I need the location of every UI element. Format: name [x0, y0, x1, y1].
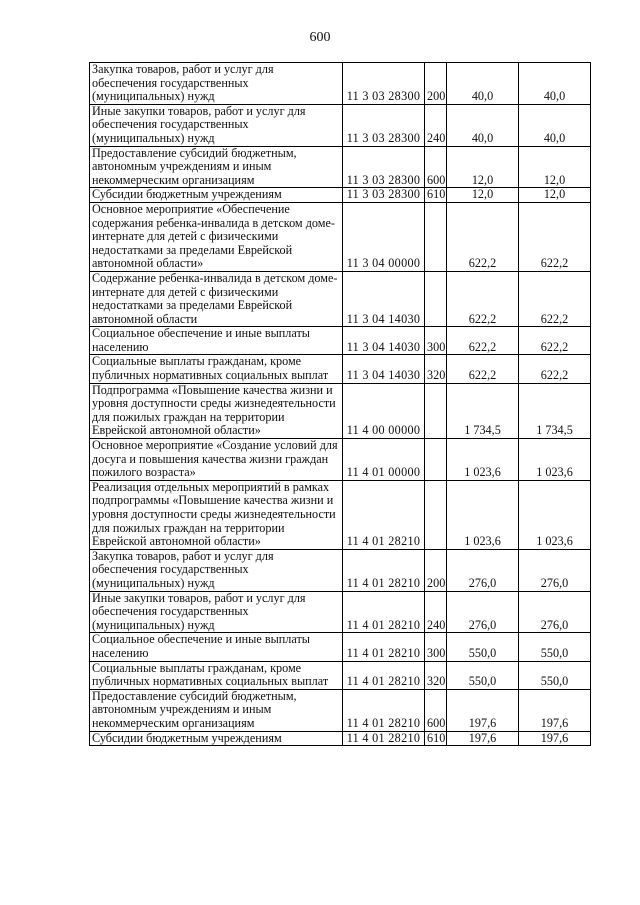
row-amount-2-cell: 622,2: [519, 327, 591, 355]
row-expense-type-cell: [425, 383, 447, 438]
row-amount-1-cell: 622,2: [447, 271, 519, 326]
budget-table: [89, 62, 591, 746]
row-expense-type-cell: 600: [425, 146, 447, 188]
row-expense-type-cell: 240: [425, 591, 447, 633]
row-amount-1-cell: 1 023,6: [447, 439, 519, 481]
row-amount-1-cell: 40,0: [447, 63, 519, 105]
row-code-cell: 11 3 03 28300: [343, 188, 425, 203]
row-amount-2-cell: 1 734,5: [519, 383, 591, 438]
table-row: [90, 146, 591, 188]
row-amount-2-cell: 622,2: [519, 202, 591, 271]
row-amount-2-cell: 622,2: [519, 271, 591, 326]
row-name-cell: Иные закупки товаров, работ и услуг для обеспечения государственных (муниципальных) нужд: [90, 104, 343, 146]
row-amount-1-cell: 276,0: [447, 549, 519, 591]
row-amount-1-cell: 197,6: [447, 689, 519, 731]
row-amount-1-cell: 550,0: [447, 633, 519, 661]
row-expense-type-cell: 300: [425, 633, 447, 661]
row-amount-2-cell: 622,2: [519, 355, 591, 383]
row-amount-1-cell: 1 023,6: [447, 480, 519, 549]
row-amount-1-cell: 550,0: [447, 661, 519, 689]
row-name-cell: Социальное обеспечение и иные выплаты населению: [90, 633, 343, 661]
table-row: [90, 63, 591, 105]
row-name-cell: Закупка товаров, работ и услуг для обеспечения государственных (муниципальных) нужд: [90, 63, 343, 105]
row-code-cell: 11 3 03 28300: [343, 104, 425, 146]
row-code-cell: 11 4 01 00000: [343, 439, 425, 481]
row-expense-type-cell: [425, 202, 447, 271]
table-row: [90, 327, 591, 355]
row-amount-2-cell: 550,0: [519, 661, 591, 689]
table-row: [90, 633, 591, 661]
row-amount-1-cell: 12,0: [447, 188, 519, 203]
table-row: [90, 355, 591, 383]
row-amount-1-cell: 197,6: [447, 731, 519, 746]
row-code-cell: 11 3 04 00000: [343, 202, 425, 271]
row-amount-2-cell: 276,0: [519, 591, 591, 633]
row-code-cell: 11 4 01 28210: [343, 480, 425, 549]
table-row: [90, 104, 591, 146]
row-name-cell: Закупка товаров, работ и услуг для обеспечения государственных (муниципальных) нужд: [90, 549, 343, 591]
row-name-cell: Предоставление субсидий бюджетным, автономным учреждениям и иным некоммерческим организациям: [90, 689, 343, 731]
row-amount-2-cell: 197,6: [519, 689, 591, 731]
row-code-cell: 11 4 01 28210: [343, 689, 425, 731]
table-row: [90, 689, 591, 731]
row-expense-type-cell: [425, 439, 447, 481]
row-amount-1-cell: 622,2: [447, 355, 519, 383]
row-code-cell: 11 4 01 28210: [343, 731, 425, 746]
row-expense-type-cell: 610: [425, 731, 447, 746]
row-name-cell: Социальное обеспечение и иные выплаты населению: [90, 327, 343, 355]
row-amount-2-cell: 12,0: [519, 188, 591, 203]
row-name-cell: Социальные выплаты гражданам, кроме публичных нормативных социальных выплат: [90, 661, 343, 689]
row-code-cell: 11 3 04 14030: [343, 327, 425, 355]
table-row: [90, 549, 591, 591]
row-expense-type-cell: 320: [425, 661, 447, 689]
row-amount-2-cell: 550,0: [519, 633, 591, 661]
row-amount-2-cell: 1 023,6: [519, 480, 591, 549]
row-code-cell: 11 3 03 28300: [343, 63, 425, 105]
row-code-cell: 11 3 03 28300: [343, 146, 425, 188]
row-name-cell: Предоставление субсидий бюджетным, автономным учреждениям и иным некоммерческим организациям: [90, 146, 343, 188]
row-amount-1-cell: 622,2: [447, 327, 519, 355]
row-amount-2-cell: 197,6: [519, 731, 591, 746]
row-expense-type-cell: 320: [425, 355, 447, 383]
row-amount-1-cell: 1 734,5: [447, 383, 519, 438]
row-expense-type-cell: 200: [425, 549, 447, 591]
page-number: 600: [309, 30, 331, 45]
row-name-cell: Реализация отдельных мероприятий в рамках подпрограммы «Повышение качества жизни и уровня доступности среды жизнедеятельности для пожилых граждан на территории Еврейской автономной области»: [90, 480, 343, 549]
row-expense-type-cell: 200: [425, 63, 447, 105]
table-row: [90, 202, 591, 271]
row-name-cell: Содержание ребенка-инвалида в детском доме-интернате для детей с физическими недостатками за пределами Еврейской автономной области: [90, 271, 343, 326]
row-name-cell: Основное мероприятие «Обеспечение содержания ребенка-инвалида в детском доме-интернате для детей с физическими недостатками за пределами Еврейской автономной области»: [90, 202, 343, 271]
table-row: [90, 383, 591, 438]
budget-table-body: [90, 63, 591, 746]
row-expense-type-cell: 600: [425, 689, 447, 731]
row-expense-type-cell: [425, 480, 447, 549]
row-name-cell: Субсидии бюджетным учреждениям: [90, 731, 343, 746]
row-amount-2-cell: 1 023,6: [519, 439, 591, 481]
row-name-cell: Основное мероприятие «Создание условий для досуга и повышения качества жизни граждан пожилого возраста»: [90, 439, 343, 481]
table-row: [90, 271, 591, 326]
row-amount-2-cell: 12,0: [519, 146, 591, 188]
row-expense-type-cell: [425, 271, 447, 326]
row-amount-1-cell: 12,0: [447, 146, 519, 188]
row-code-cell: 11 4 01 28210: [343, 633, 425, 661]
row-amount-2-cell: 40,0: [519, 63, 591, 105]
row-code-cell: 11 4 01 28210: [343, 591, 425, 633]
table-row: [90, 661, 591, 689]
table-row: [90, 439, 591, 481]
row-expense-type-cell: 300: [425, 327, 447, 355]
row-amount-1-cell: 276,0: [447, 591, 519, 633]
row-name-cell: Иные закупки товаров, работ и услуг для обеспечения государственных (муниципальных) нужд: [90, 591, 343, 633]
row-amount-1-cell: 40,0: [447, 104, 519, 146]
row-amount-1-cell: 622,2: [447, 202, 519, 271]
row-code-cell: 11 3 04 14030: [343, 355, 425, 383]
row-amount-2-cell: 40,0: [519, 104, 591, 146]
row-code-cell: 11 4 00 00000: [343, 383, 425, 438]
row-expense-type-cell: 610: [425, 188, 447, 203]
table-row: [90, 188, 591, 203]
row-code-cell: 11 4 01 28210: [343, 549, 425, 591]
table-row: [90, 591, 591, 633]
row-code-cell: 11 4 01 28210: [343, 661, 425, 689]
row-name-cell: Социальные выплаты гражданам, кроме публичных нормативных социальных выплат: [90, 355, 343, 383]
row-expense-type-cell: 240: [425, 104, 447, 146]
row-name-cell: Подпрограмма «Повышение качества жизни и уровня доступности среды жизнедеятельности для пожилых граждан на территории Еврейской автономной области»: [90, 383, 343, 438]
row-name-cell: Субсидии бюджетным учреждениям: [90, 188, 343, 203]
table-row: [90, 731, 591, 746]
row-amount-2-cell: 276,0: [519, 549, 591, 591]
row-code-cell: 11 3 04 14030: [343, 271, 425, 326]
table-row: [90, 480, 591, 549]
